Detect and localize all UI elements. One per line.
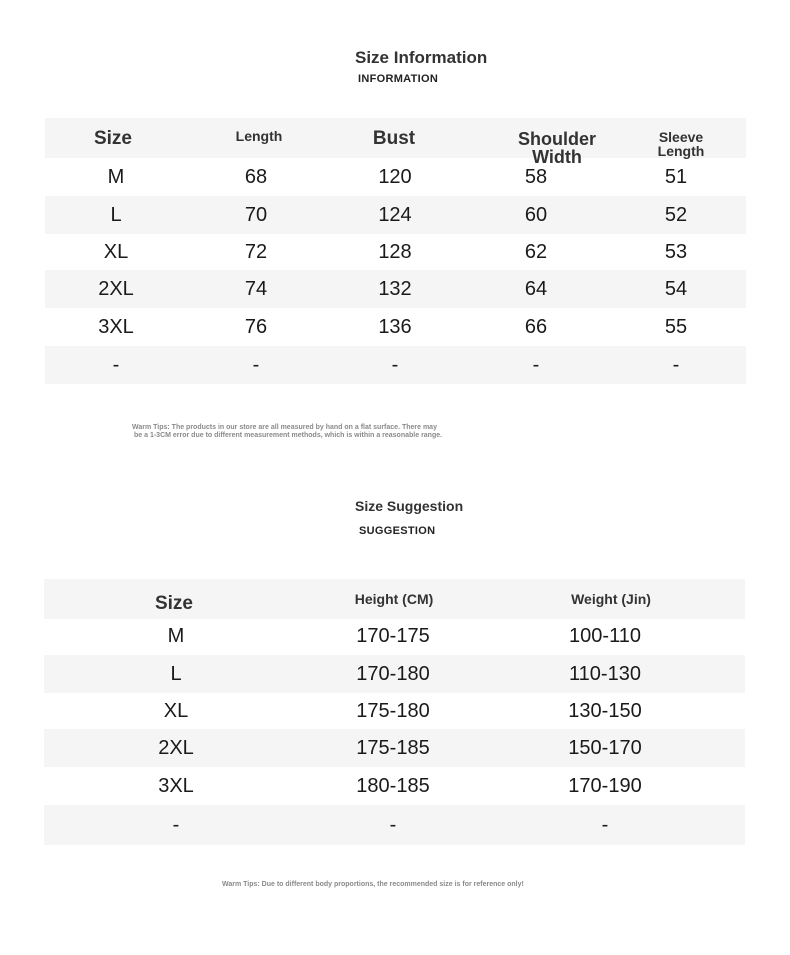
cell-height: 180-185: [356, 774, 430, 797]
header-length: Length: [235, 128, 283, 144]
cell-size: 3XL: [98, 315, 134, 338]
table-header-row: [45, 118, 746, 167]
cell-bust: 120: [378, 165, 412, 188]
cell-shoulder: 66: [524, 315, 548, 338]
cell-size: 2XL: [158, 736, 194, 759]
cell-weight: 150-170: [568, 736, 642, 759]
header-weight: Weight (Jin): [571, 591, 651, 607]
size-suggestion-tip: Warm Tips: Due to different body proportions, the recommended size is for reference only!: [222, 881, 524, 888]
size-suggestion-table: [44, 579, 745, 845]
size-info-table: [45, 118, 746, 384]
cell-length: -: [252, 353, 260, 376]
cell-weight: 130-150: [568, 699, 642, 722]
cell-size: 3XL: [158, 774, 194, 797]
size-info-tip-line-2: be a 1-3CM error due to different measurement methods, which is within a reasonable range.: [134, 432, 443, 439]
table-row: [45, 158, 746, 196]
cell-size: L: [170, 662, 182, 685]
cell-weight: 100-110: [569, 624, 641, 647]
cell-weight: -: [601, 813, 609, 836]
cell-height: 175-180: [356, 699, 430, 722]
table-row: [44, 617, 745, 655]
table-row: [45, 270, 746, 308]
cell-bust: 136: [378, 315, 412, 338]
cell-size: -: [112, 353, 120, 376]
cell-size: M: [167, 624, 185, 647]
header-bust: Bust: [372, 127, 416, 149]
table-header-row: [44, 579, 745, 619]
cell-sleeve: 55: [664, 315, 688, 338]
cell-length: 68: [244, 165, 268, 188]
size-info-subtitle: INFORMATION: [358, 73, 439, 85]
cell-height: -: [389, 813, 397, 836]
cell-length: 70: [244, 203, 268, 226]
cell-sleeve: 52: [664, 203, 688, 226]
cell-size: XL: [103, 240, 129, 263]
cell-sleeve: 51: [664, 165, 688, 188]
size-info-title: Size Information: [355, 48, 488, 67]
cell-weight: 110-130: [569, 662, 641, 685]
cell-shoulder: 60: [524, 203, 548, 226]
header-sleeve-length: Sleeve Length: [657, 129, 705, 159]
cell-bust: 124: [378, 203, 412, 226]
cell-size: -: [172, 813, 180, 836]
cell-length: 74: [244, 277, 268, 300]
header-shoulder-width: Shoulder Width: [517, 129, 596, 167]
cell-size: XL: [163, 699, 189, 722]
cell-height: 175-185: [356, 736, 430, 759]
header-size: Size: [93, 127, 133, 149]
table-row: [44, 767, 745, 805]
cell-bust: -: [391, 353, 399, 376]
header-height: Height (CM): [354, 591, 434, 607]
cell-shoulder: 64: [524, 277, 548, 300]
cell-size: M: [107, 165, 125, 188]
cell-size: 2XL: [98, 277, 134, 300]
cell-bust: 128: [378, 240, 412, 263]
table-row: [44, 805, 745, 845]
cell-shoulder: 62: [524, 240, 548, 263]
cell-bust: 132: [378, 277, 412, 300]
cell-sleeve: 53: [664, 240, 688, 263]
table-row: [44, 729, 745, 767]
table-row: [44, 655, 745, 693]
table-row: [45, 234, 746, 270]
cell-size: L: [110, 203, 122, 226]
cell-height: 170-175: [356, 624, 430, 647]
table-row: [45, 196, 746, 234]
header-size: Size: [154, 592, 194, 614]
table-row: [45, 346, 746, 384]
size-suggestion-title: Size Suggestion: [355, 498, 464, 514]
cell-height: 170-180: [356, 662, 430, 685]
cell-shoulder: 58: [524, 165, 548, 188]
table-row: [44, 693, 745, 729]
cell-sleeve: 54: [664, 277, 688, 300]
size-info-tip-line-1: Warm Tips: The products in our store are all measured by hand on a flat surface. There may: [132, 424, 437, 431]
table-row: [45, 308, 746, 346]
size-suggestion-subtitle: SUGGESTION: [359, 525, 436, 537]
cell-shoulder: -: [532, 353, 540, 376]
cell-sleeve: -: [672, 353, 680, 376]
cell-length: 76: [244, 315, 268, 338]
cell-length: 72: [244, 240, 268, 263]
cell-weight: 170-190: [568, 774, 642, 797]
